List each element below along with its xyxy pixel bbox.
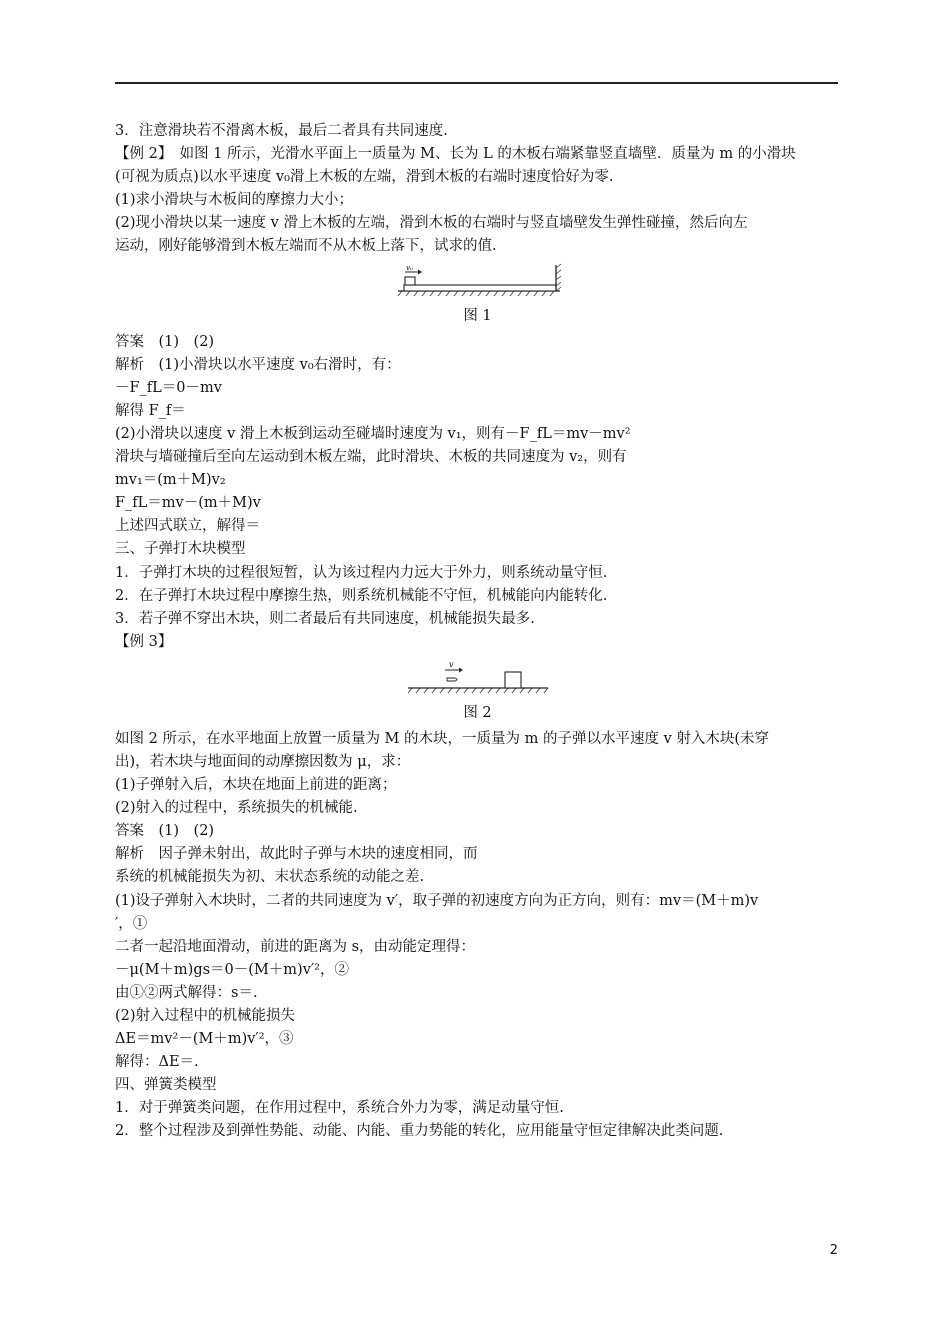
text-line: (2)现小滑块以某一速度 v 滑上木板的左端，滑到木板的右端时与竖直墙壁发生弹性碰撞，然后向左 (115, 215, 748, 232)
text-line: 解析 因子弹未射出，故此时子弹与木块的速度相同，而 (115, 846, 478, 863)
text-line: 二者一起沿地面滑动，前进的距离为 s，由动能定理得： (115, 938, 476, 955)
text-line: 3．注意滑块若不滑离木板，最后二者具有共同速度. (115, 123, 448, 139)
text-line: 【例 3】 (115, 633, 173, 650)
text-line: 2．整个过程涉及到弹性势能、动能、内能、重力势能的转化，应用能量守恒定律解决此类问题. (115, 1123, 724, 1140)
text-line: mv₁＝(m＋M)v₂ (115, 472, 226, 489)
page-number: 2 (829, 1243, 838, 1258)
text-line: 系统的机械能损失为初、末状态系统的动能之差. (115, 869, 425, 886)
text-block-a (115, 120, 840, 259)
text-block-c (115, 728, 840, 1144)
figure-1-diagram (388, 263, 568, 301)
text-line: 1．子弹打木块的过程很短暂，认为该过程内力远大于外力，则系统动量守恒. (115, 564, 608, 581)
text-line: (2)射入过程中的机械能损失 (115, 1008, 296, 1024)
header-rule (115, 82, 838, 84)
text-line: 3．若子弹不穿出木块，则二者最后有共同速度，机械能损失最多. (115, 610, 535, 627)
text-line: ′，① (115, 915, 148, 932)
text-line: 1．对于弹簧类问题，在作用过程中，系统合外力为零，满足动量守恒. (115, 1100, 564, 1117)
text-line: 答案 (1) (2) (115, 823, 215, 840)
text-line: 【例 2】 如图 1 所示，光滑水平面上一质量为 M、长为 L 的木板右端紧靠竖直墙壁．质量为 m 的小滑块 (115, 146, 796, 163)
text-line: 出)，若木块与地面间的动摩擦因数为 μ，求： (115, 753, 411, 770)
text-line: 四、弹簧类模型 (115, 1077, 217, 1094)
text-line: (1)设子弹射入木块时，二者的共同速度为 v′，取子弹的初速度方向为正方向，则有：mv＝(M＋m)v (115, 892, 759, 909)
text-line: (可视为质点)以水平速度 v₀滑上木板的左端，滑到木板的右端时速度恰好为零. (115, 169, 614, 186)
figure-2-caption: 图 2 (463, 704, 492, 721)
text-line: (2)射入的过程中，系统损失的机械能. (115, 800, 358, 817)
text-line: 运动，刚好能够滑到木板左端而不从木板上落下，试求的值. (115, 238, 497, 255)
text-block-b (115, 331, 840, 654)
text-line: (1)求小滑块与木板间的摩擦力大小； (115, 192, 354, 209)
text-line: －F_fL＝0－mv (115, 379, 222, 396)
text-line: 答案 (1) (2) (115, 333, 215, 350)
figure-2-diagram (403, 658, 553, 698)
text-line: 由①②两式解得：s＝. (115, 984, 258, 1001)
figure-1 (115, 263, 840, 327)
page-content (115, 120, 840, 1144)
figure-1-caption: 图 1 (463, 307, 492, 324)
text-line: 2．在子弹打木块过程中摩擦生热，则系统机械能不守恒，机械能向内能转化. (115, 587, 608, 604)
figure-1-v0-label: v₀ (405, 263, 413, 272)
text-line: (1)子弹射入后，木块在地面上前进的距离； (115, 777, 397, 794)
text-line: (2)小滑块以速度 v 滑上木板到运动至碰墙时速度为 v₁，则有－F_fL＝mv－mv² (115, 425, 631, 442)
text-line: 如图 2 所示，在水平地面上放置一质量为 M 的木块，一质量为 m 的子弹以水平速度 v 射入木块(未穿 (115, 730, 770, 747)
text-line: 解得：ΔE＝. (115, 1054, 199, 1071)
text-line: 上述四式联立，解得＝ (115, 518, 260, 535)
figure-2 (115, 658, 840, 724)
text-line: F_fL＝mv－(m＋M)v (115, 495, 261, 512)
text-line: －μ(M＋m)gs＝0－(M＋m)v′²，② (115, 961, 349, 978)
text-line: 解析 (1)小滑块以水平速度 v₀右滑时，有： (115, 356, 401, 373)
text-line: ΔE＝mv²－(M＋m)v′²，③ (115, 1031, 294, 1048)
text-line: 解得 F_f＝ (115, 402, 186, 419)
figure-2-v-label: v (448, 659, 454, 669)
text-line: 三、子弹打木块模型 (115, 541, 246, 558)
text-line: 滑块与墙碰撞后至向左运动到木板左端，此时滑块、木板的共同速度为 v₂，则有 (115, 449, 627, 466)
